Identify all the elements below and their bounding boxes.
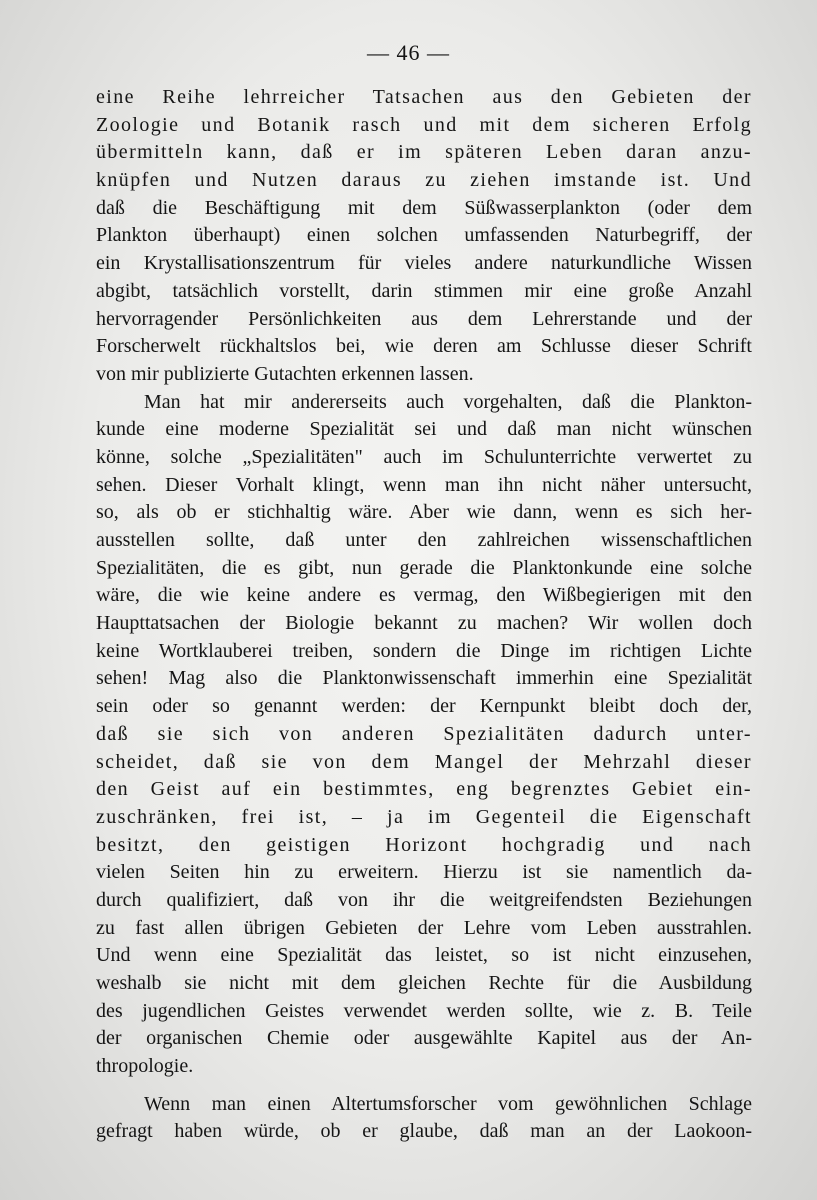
text-line: Und wenn eine Spezialität das leistet, so ist nicht einzusehen, [96,944,752,967]
text-line: Haupttatsachen der Biologie bekannt zu machen? Wir wollen doch [96,612,752,635]
body-text [96,84,752,1146]
text-line: gefragt haben würde, ob er glaube, daß man an der Laokoon- [96,1120,752,1143]
page-number: — 46 — [367,40,450,65]
text-line: thropologie. [96,1055,194,1078]
text-line: sehen. Dieser Vorhalt klingt, wenn man ihn nicht näher untersucht, [96,473,752,496]
text-line: von mir publizierte Gutachten erkennen lassen. [96,362,474,385]
text-line: scheidet, daß sie von dem Mangel der Mehrzahl dieser [96,750,752,773]
text-line: Plankton überhaupt) einen solchen umfassenden Naturbegriff, der [96,224,752,247]
text-line: eine Reihe lehrreicher Tatsachen aus den Gebieten der [96,86,752,108]
text-line: kunde eine moderne Spezialität sei und daß man nicht wünschen [96,418,752,441]
text-line: Forscherwelt rückhaltslos bei, wie deren am Schlusse dieser Schrift [96,335,752,358]
text-line: besitzt, den geistigen Horizont hochgradig und nach [96,833,752,856]
text-line: sehen! Mag also die Planktonwissenschaft immerhin eine Spezialität [96,667,752,690]
text-line: so, als ob er stichhaltig wäre. Aber wie dann, wenn es sich her- [96,501,752,524]
text-line: weshalb sie nicht mit dem gleichen Rechte für die Ausbildung [96,972,752,994]
text-line: daß die Beschäftigung mit dem Süßwasserplankton (oder dem [96,196,752,219]
text-line: übermitteln kann, daß er im späteren Leben daran anzu- [96,141,752,164]
text-line: durch qualifiziert, daß von ihr die weitgreifendsten Beziehungen [96,888,752,911]
text-line: des jugendlichen Geistes verwendet werden sollte, wie z. B. Teile [96,999,752,1022]
text-line: knüpfen und Nutzen daraus zu ziehen imstande ist. Und [96,169,752,192]
text-line: den Geist auf ein bestimmtes, eng begrenztes Gebiet ein- [96,778,752,801]
text-line: Spezialitäten, die es gibt, nun gerade die Planktonkunde eine solche [96,556,752,579]
text-line: Man hat mir andererseits auch vorgehalten, daß die Plankton- [144,390,752,413]
text-line: zu fast allen übrigen Gebieten der Lehre vom Leben ausstrahlen. [96,916,752,939]
text-line: sein oder so genannt werden: der Kernpunkt bleibt doch der, [96,695,752,718]
text-line: der organischen Chemie oder ausgewählte Kapitel aus der An- [96,1027,752,1050]
text-line: abgibt, tatsächlich vorstellt, darin stimmen mir eine große Anzahl [96,279,752,302]
text-line: Wenn man einen Altertumsforscher vom gewöhnlichen Schlage [144,1092,752,1115]
text-line: Zoologie und Botanik rasch und mit dem sicheren Erfolg [96,113,752,136]
text-line: keine Wortklauberei treiben, sondern die Dinge im richtigen Lichte [96,639,752,662]
paragraph [96,84,752,389]
text-line: zuschränken, frei ist, – ja im Gegenteil die Eigenschaft [96,805,752,828]
text-line: vielen Seiten hin zu erweitern. Hierzu ist sie namentlich da- [96,861,752,884]
paragraph [96,1091,752,1146]
text-line: daß sie sich von anderen Spezialitäten dadurch unter- [96,722,752,745]
text-line: ein Krystallisationszentrum für vieles andere naturkundliche Wissen [96,252,752,275]
text-line: könne, solche „Spezialitäten" auch im Schulunterrichte verwertet zu [96,445,752,468]
text-line: wäre, die wie keine andere es vermag, den Wißbegierigen mit den [96,584,752,607]
text-line: hervorragender Persönlichkeiten aus dem Lehrerstande und der [96,307,752,330]
text-line: ausstellen sollte, daß unter den zahlreichen wissenschaftlichen [96,529,752,551]
paragraph [96,389,752,1081]
